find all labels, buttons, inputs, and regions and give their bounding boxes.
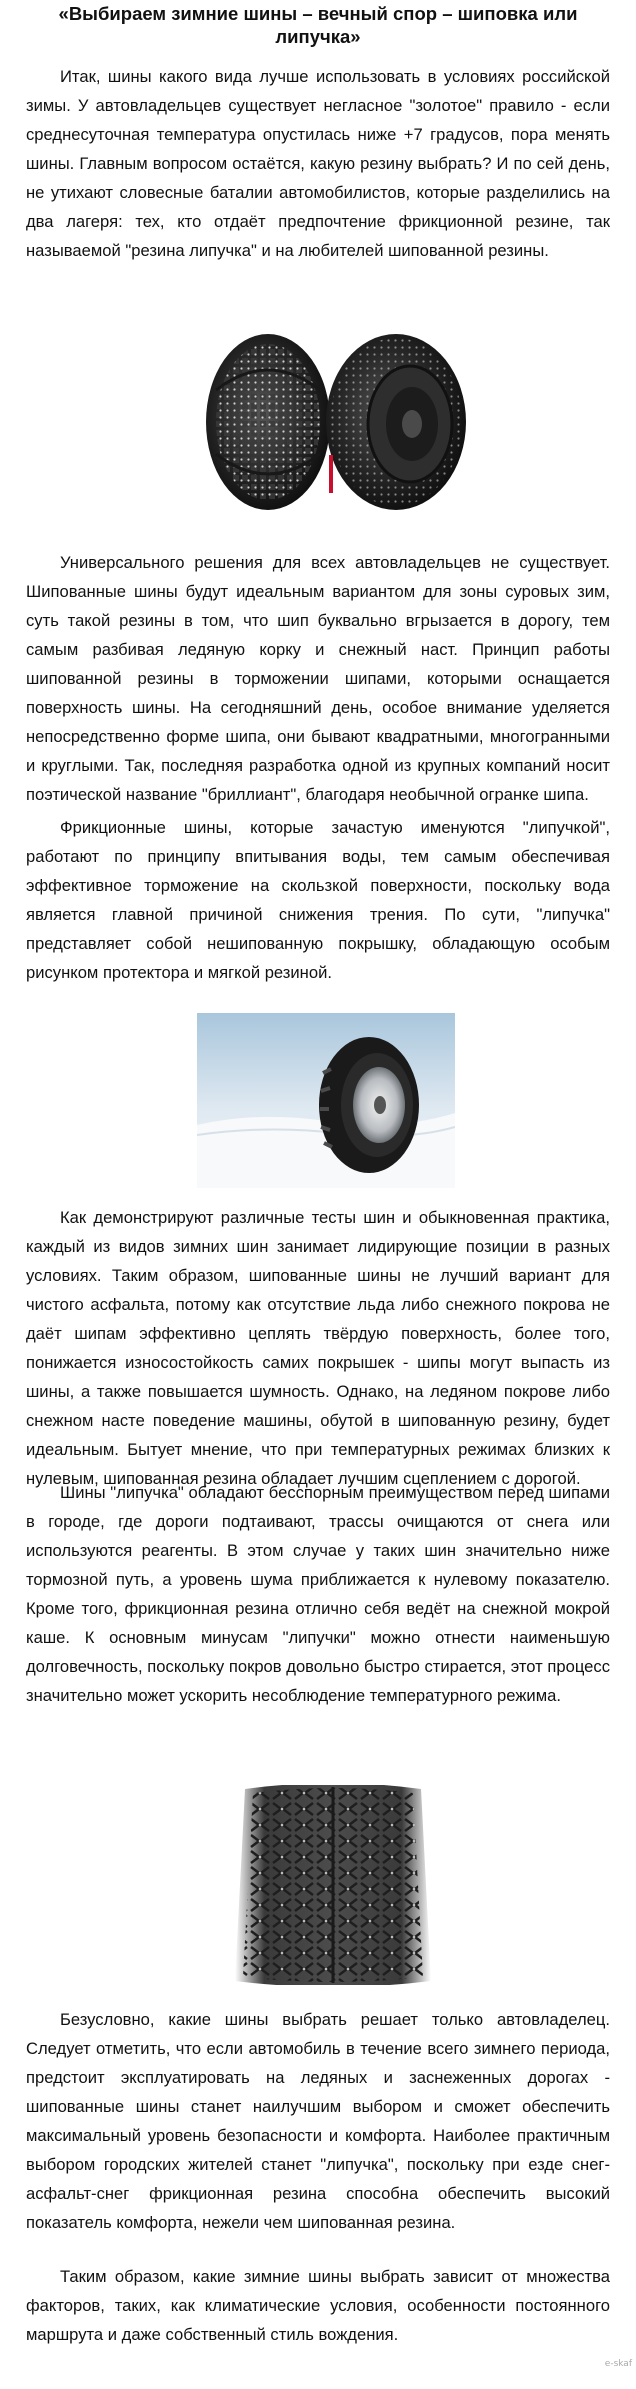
studded-tires-photo [196, 330, 474, 513]
paragraph-4: Как демонстрируют различные тесты шин и обыкновенная практика, каждый из видов зимних шин занимает лидирующие позиции в разных условиях. Таким образом, шипованные шины не лучший вариант для чистого асфальта, потому как отсутствие льда либо снежного покрова не даёт шипам эффективно цеплять твёрдую поверхность, более того, понижается износостойкость самих покрышек - шипы могут выпасть из шины, а также повышается шумность. Однако, на ледяном покрове либо снежном насте поведение машины, обутой в шипованную резину, будет идеальным. Бытует мнение, что при температурных режимах близких к нулевым, шипованная резина обладает лучшим сцеплением с дорогой. [26, 1208, 610, 1488]
paragraph-6: Безусловно, какие шины выбрать решает только автовладелец. Следует отметить, что если автомобиль в течение всего зимнего периода, предстоит эксплуатировать на ледяных и заснеженных дорогах - шипованные шины станет наилучшим выбором и сможет обеспечить максимальный уровень безопасности и комфорта. Наиболее практичным выбором городских жителей станет "липучка", поскольку при езде снег-асфальт-снег фрикционная резина способна обеспечить высокий показатель комфорта, нежели чем шипованная резина. [26, 2010, 610, 2232]
paragraph-5: Шины "липучка" обладают бесспорным преимуществом перед шипами в городе, где дороги подтаивают, трассы очищаются от снега или используются реагенты. В этом случае у таких шин значительно ниже тормозной путь, а уровень шума приближается к нулевому показателю. Кроме того, фрикционная резина отлично себя ведёт на снежной мокрой каше. К основным минусам "липучки" можно отнести наименьшую долговечность, поскольку покров довольно быстро стирается, этот процесс значительно может ускорить несоблюдение температурного режима. [26, 1483, 610, 1705]
paragraph-1: Итак, шины какого вида лучше использовать в условиях российской зимы. У автовладельцев существует негласное "золотое" правило - если среднесуточная температура опустилась ниже +7 градусов, пора менять шины. Главным вопросом остаётся, какую резину выбрать? И по сей день, не утихают словесные баталии автомобилистов, которые разделились на два лагеря: тех, кто отдаёт предпочтение фрикционной резине, так называемой "резина липучка" и на любителей шипованной резины. [26, 67, 610, 260]
paragraph-3: Фрикционные шины, которые зачастую именуются "липучкой", работают по принципу впитывания воды, тем самым обеспечивая эффективное торможение на скользкой поверхности, поскольку вода является главной причиной снижения трения. По сути, "липучка" представляет собой нешипованную покрышку, обладающую особым рисунком протектора и мягкой резиной. [26, 818, 610, 982]
tire-on-snow-photo [197, 1013, 455, 1188]
article-title: «Выбираем зимние шины – вечный спор – шиповка или липучка» [58, 3, 578, 47]
paragraph-7: Таким образом, какие зимние шины выбрать зависит от множества факторов, таких, как климатические условия, особенности постоянного маршрута и даже собственный стиль вождения. [26, 2267, 610, 2344]
watermark: e-skaf [604, 2359, 632, 2369]
tire-tread-photo [205, 1785, 461, 1985]
paragraph-2: Универсального решения для всех автовладельцев не существует. Шипованные шины будут идеальным вариантом для зоны суровых зим, суть такой резины в том, что шип буквально вгрызается в дорогу, тем самым разбивая ледяную корку и снежный наст. Принцип работы шипованной резины в торможении шипами, которыми оснащается поверхность шины. На сегодняшний день, особое внимание уделяется непосредственно форме шипа, они бывают квадратными, многогранными и круглыми. Так, последняя разработка одной из крупных компаний носит поэтической название "бриллиант", благодаря необычной огранке шипа. [26, 553, 610, 804]
